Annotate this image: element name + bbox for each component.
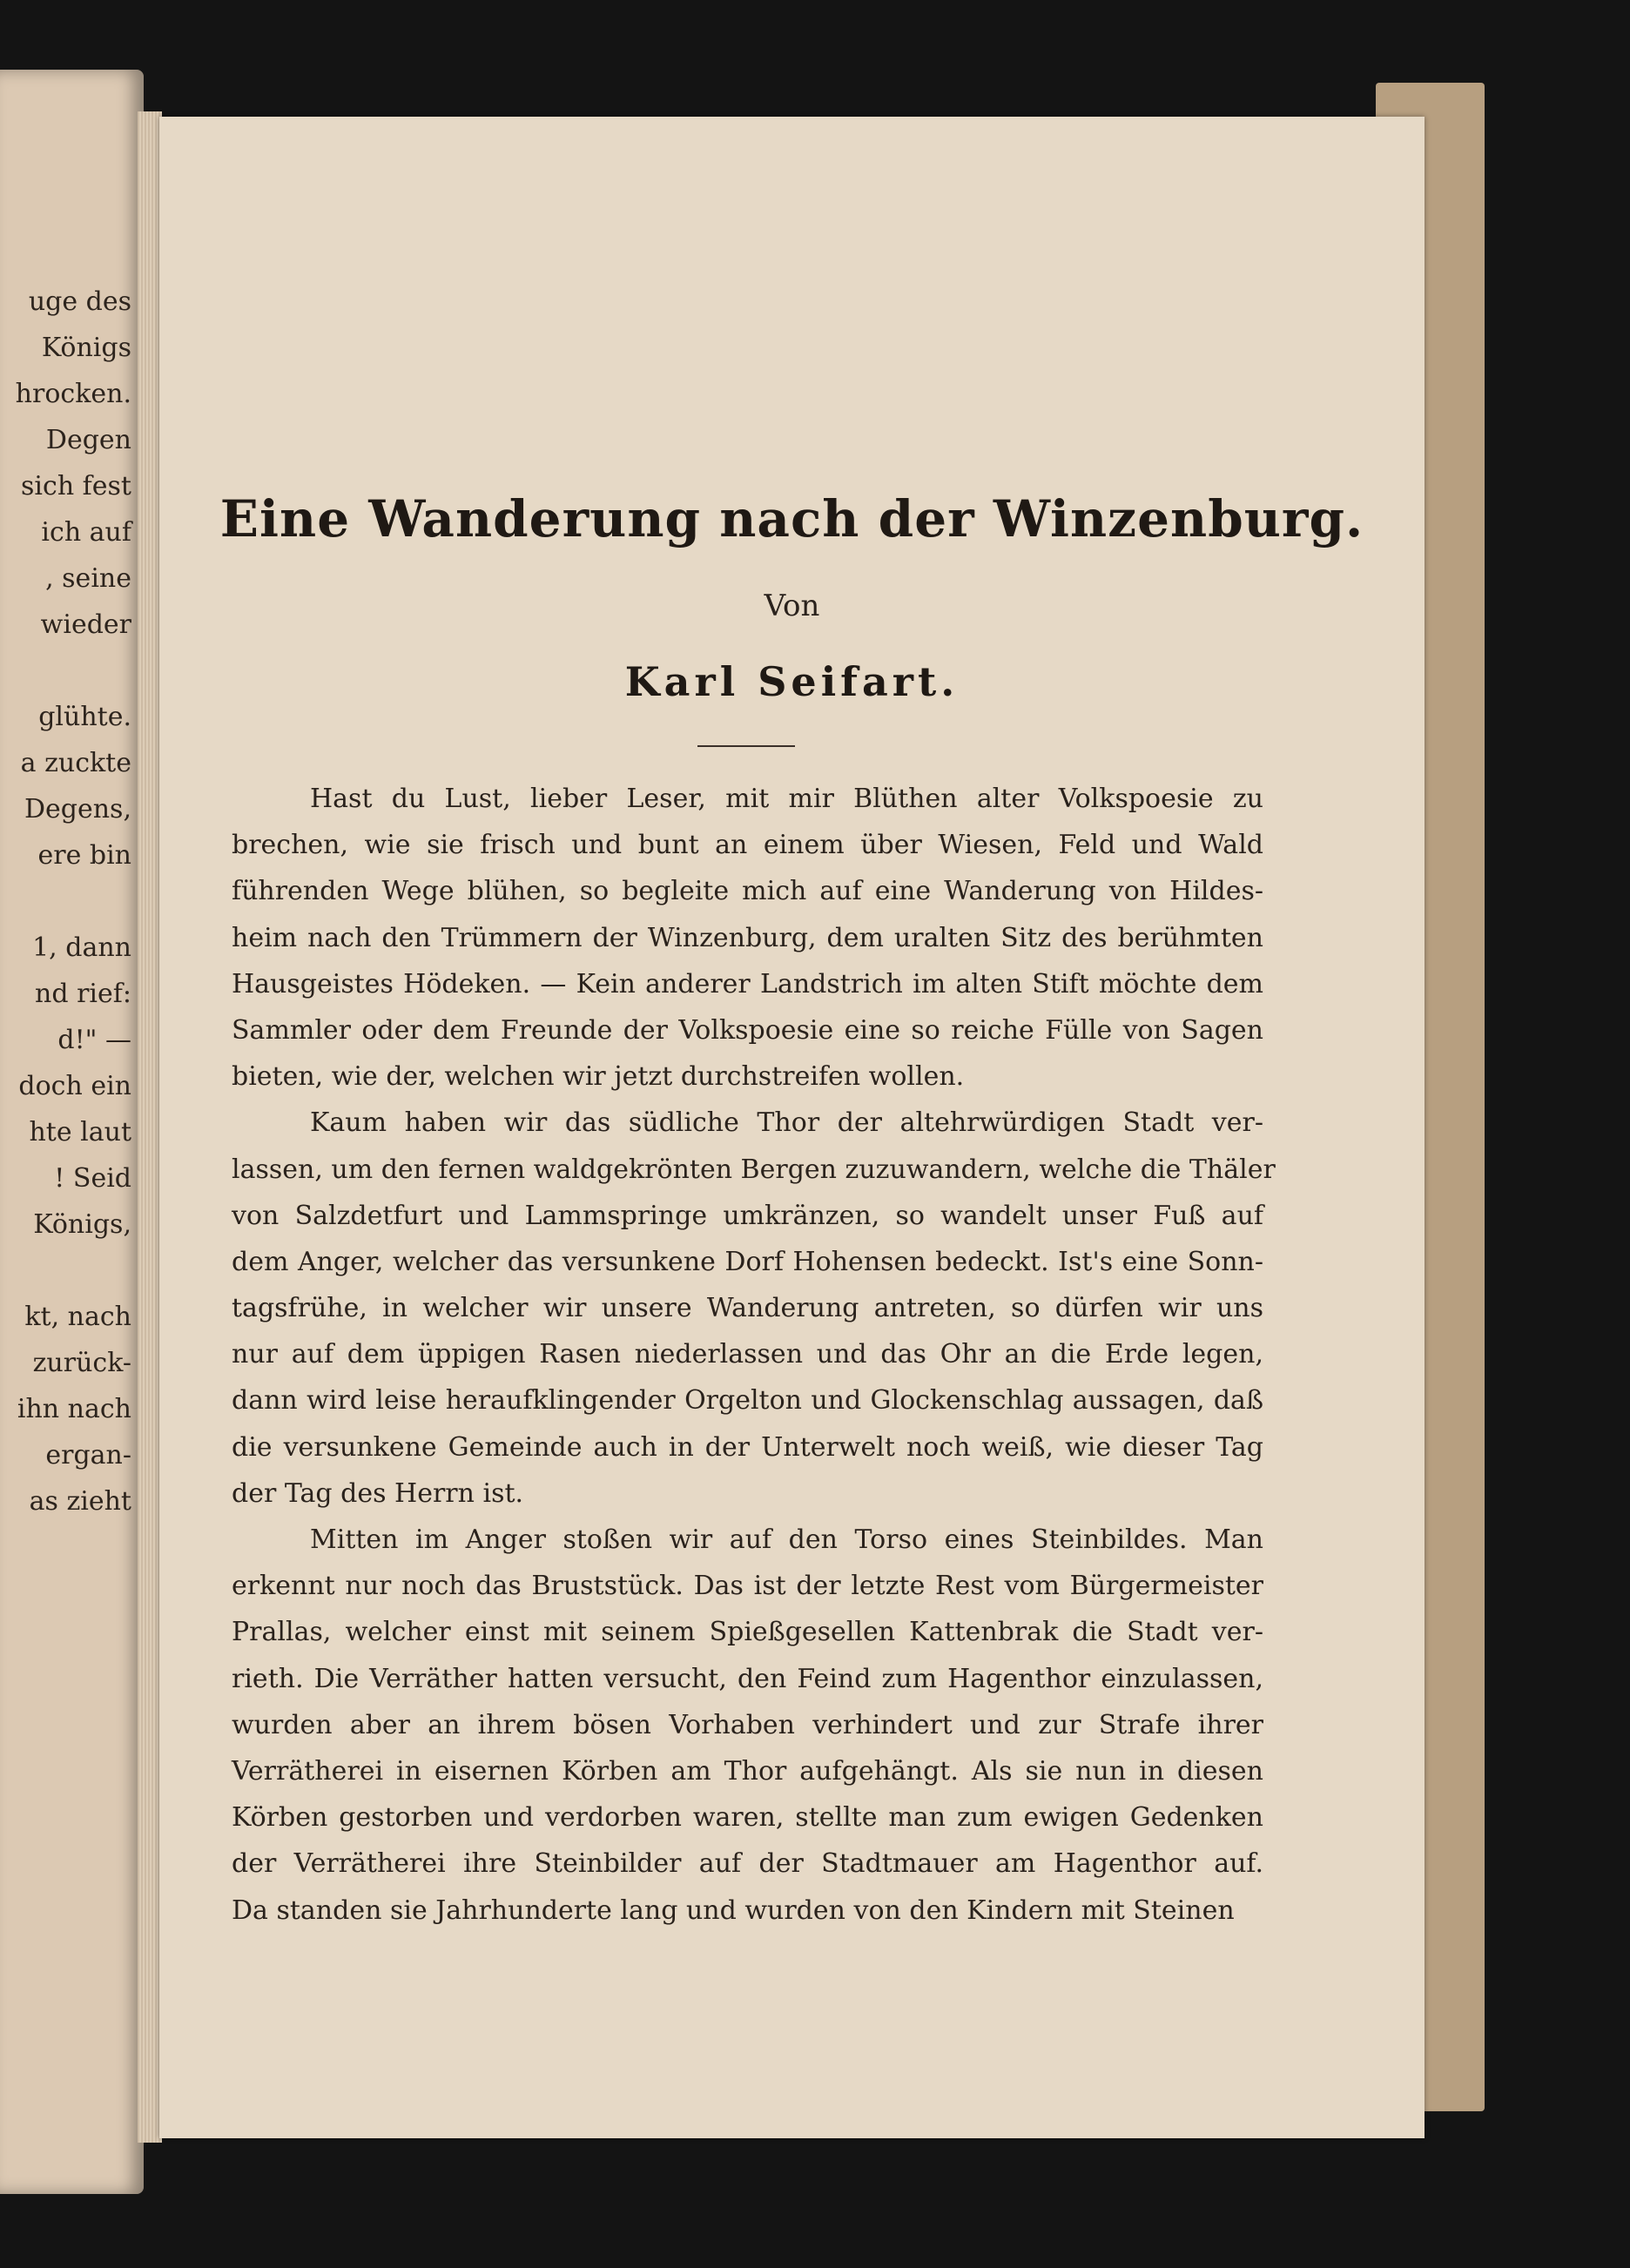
byline-prefix: Von [764, 589, 820, 623]
text-line: heim nach den Trümmern der Winzenburg, dem uralten Sitz des berühmten [232, 922, 1263, 953]
text-line: Körben gestorben und verdorben waren, stellte man zum ewigen Gedenken [232, 1802, 1263, 1834]
text-line: rieth. Die Verräther hatten versucht, den Feind zum Hagenthor einzulassen, [232, 1663, 1263, 1694]
text-line: erkennt nur noch das Bruststück. Das ist der letzte Rest vom Bürgermeister [232, 1571, 1263, 1602]
left-page-line: d!" — [57, 1025, 131, 1055]
text-line: von Salzdetfurt und Lammspringe umkränzen, so wandelt unser Fuß auf [232, 1200, 1263, 1231]
text-line: tagsfrühe, in welcher wir unsere Wanderung antreten, so dürfen wir uns [232, 1293, 1263, 1324]
left-page-text [0, 279, 131, 1524]
text-line: wurden aber an ihrem bösen Vorhaben verhindert und zur Strafe ihrer [232, 1709, 1263, 1740]
article-title: Eine Wanderung nach der Winzenburg. [219, 489, 1364, 548]
text-line: Da standen sie Jahrhunderte lang und wurden von den Kindern mit Steinen [232, 1894, 1235, 1926]
title-divider [697, 745, 795, 747]
left-page-line: ihn nach [17, 1394, 131, 1424]
left-page-line [0, 1248, 131, 1294]
text-line: dann wird leise heraufklingender Orgelton und Glockenschlag aussagen, daß [232, 1385, 1263, 1417]
text-line: Hausgeistes Hödeken. — Kein anderer Landstrich im alten Stift möchte dem [232, 968, 1263, 999]
text-line: dem Anger, welcher das versunkene Dorf Hohensen bedeckt. Ist's eine Sonn- [232, 1246, 1263, 1277]
left-page-line: uge des [28, 286, 131, 317]
left-page-line: as zieht [29, 1486, 131, 1517]
text-line: Mitten im Anger stoßen wir auf den Torso eines Steinbildes. Man [310, 1524, 1263, 1555]
left-page-line: hte laut [29, 1117, 131, 1147]
text-line: führenden Wege blühen, so begleite mich auf eine Wanderung von Hildes- [232, 876, 1263, 907]
right-page [159, 117, 1425, 2138]
left-page-line: glühte. [38, 702, 131, 732]
author-name: Karl Seifart. [624, 658, 960, 705]
left-page-line: ich auf [41, 517, 131, 548]
left-page-line: Degen [45, 425, 131, 455]
left-page-line: a zuckte [20, 748, 131, 778]
left-page-line: 1, dann [32, 932, 131, 963]
text-line: brechen, wie sie frisch und bunt an einem über Wiesen, Feld und Wald [232, 830, 1263, 861]
left-page-line [0, 648, 131, 694]
article-body [232, 776, 1276, 1934]
left-page-line: wieder [40, 609, 131, 640]
left-page-line: doch ein [18, 1071, 131, 1101]
text-line: Verrätherei in eisernen Körben am Thor aufgehängt. Als sie nun in diesen [232, 1755, 1263, 1787]
left-page-line: ! Seid [54, 1163, 131, 1194]
text-line: der Verrätherei ihre Steinbilder auf der Stadtmauer am Hagenthor auf. [232, 1848, 1263, 1880]
left-page-line: Königs [41, 333, 131, 363]
page-edge-stack [138, 111, 162, 2143]
text-line: lassen, um den fernen waldgekrönten Bergen zuzuwandern, welche die Thäler [232, 1154, 1276, 1185]
left-page-line: Degens, [24, 794, 131, 824]
text-line: Sammler oder dem Freunde der Volkspoesie eine so reiche Fülle von Sagen [232, 1014, 1263, 1046]
left-page-line: kt, nach [24, 1302, 131, 1332]
left-page-line: ergan- [45, 1440, 131, 1470]
left-page-line: Königs, [33, 1209, 131, 1240]
left-page-line: sich fest [21, 471, 131, 501]
left-page-line: , seine [45, 563, 131, 594]
text-line: Prallas, welcher einst mit seinem Spießgesellen Kattenbrak die Stadt ver- [232, 1617, 1263, 1648]
left-page-line: zurück- [32, 1348, 131, 1378]
left-page-line [0, 878, 131, 925]
left-page-line: nd rief: [35, 979, 131, 1009]
text-line: nur auf dem üppigen Rasen niederlassen und das Ohr an die Erde legen, [232, 1339, 1263, 1370]
left-page-line: hrocken. [15, 379, 131, 409]
left-page-line: ere bin [37, 840, 131, 871]
text-line: die versunkene Gemeinde auch in der Unterwelt noch weiß, wie dieser Tag [232, 1431, 1263, 1463]
text-line: bieten, wie der, welchen wir jetzt durchstreifen wollen. [232, 1061, 965, 1093]
text-line: Kaum haben wir das südliche Thor der altehrwürdigen Stadt ver- [310, 1107, 1263, 1139]
text-line: Hast du Lust, lieber Leser, mit mir Blüthen alter Volkspoesie zu [310, 784, 1263, 814]
left-page [0, 70, 144, 2194]
text-line: der Tag des Herrn ist. [232, 1477, 524, 1509]
